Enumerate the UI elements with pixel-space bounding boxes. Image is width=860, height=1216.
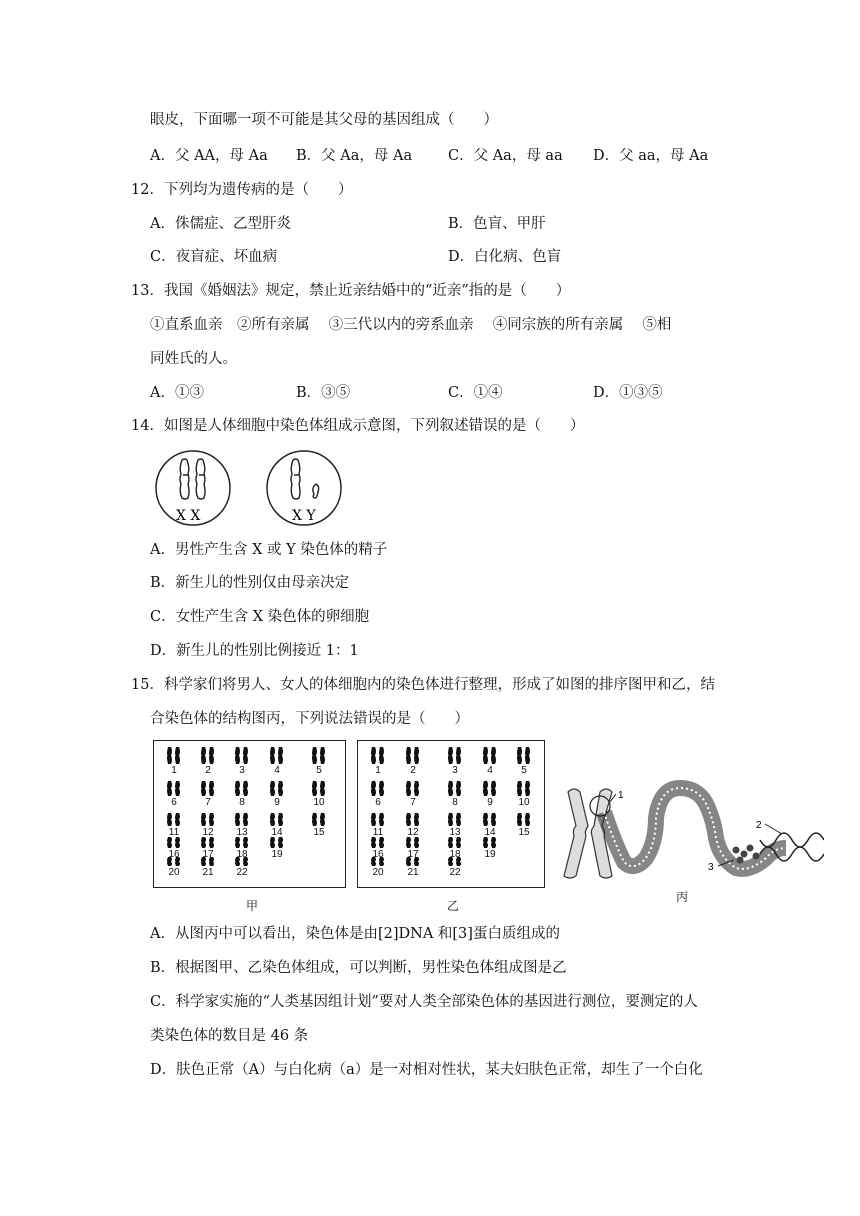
chromosome-number: 11 [372, 827, 384, 838]
chromosome-glyph [406, 837, 411, 848]
chromosome-glyph [175, 747, 180, 764]
chromosome-number: 10 [518, 797, 530, 808]
chromosome-number: 15 [518, 827, 530, 838]
chromosome-glyph [456, 813, 461, 826]
chromosome-glyph [243, 837, 248, 848]
q11-option-a: A．父 AA，母 Aa [150, 148, 268, 164]
karyotype-yi [357, 740, 545, 888]
chromosome-glyph [491, 813, 496, 826]
chromosome-glyph [270, 837, 275, 848]
chromosome-glyph [371, 747, 376, 764]
fig-label-jia: 甲 [246, 899, 259, 913]
chromosome-glyph [517, 781, 522, 796]
q12-option-a: A．侏儒症、乙型肝炎 [150, 216, 291, 232]
chromosome-glyph [379, 813, 384, 826]
chromosome-glyph [483, 781, 488, 796]
chromosome-glyph [448, 813, 453, 826]
chromosome-glyph [270, 781, 275, 796]
q15-option-c-line1: C．科学家实施的“人类基因组计划”要对人类全部染色体的基因进行测位，要测定的人 [150, 994, 698, 1010]
chromosome-structure-figure [560, 762, 824, 892]
chromosome-number: 7 [410, 797, 416, 808]
chromosome-glyph [175, 813, 180, 826]
chromosome-glyph [278, 747, 283, 764]
chromosome-glyph [379, 747, 384, 764]
chromosome-number: 20 [372, 867, 384, 878]
chromosome-glyph [209, 837, 214, 848]
y-chromosome-icon [291, 459, 319, 499]
chromosome-glyph [320, 747, 325, 764]
q14-option-c: C．女性产生含 X 染色体的卵细胞 [150, 609, 370, 625]
q12-stem: 12．下列均为遗传病的是（ ） [131, 182, 353, 198]
chromosome-glyph [167, 837, 172, 848]
chromosome-glyph [243, 813, 248, 826]
q13-option-b: B．③⑤ [296, 385, 351, 401]
q12-option-b: B．色盲、甲肝 [448, 216, 546, 232]
sex-chromosome-figure [152, 448, 348, 528]
q13-option-c: C．①④ [448, 385, 503, 401]
chromosome-number: 4 [487, 765, 493, 776]
chromosome-glyph [379, 781, 384, 796]
chromosome-glyph [448, 781, 453, 796]
chromosome-number: 13 [236, 827, 248, 838]
chromosome-number: 2 [410, 765, 416, 776]
q13-option-a: A．①③ [150, 385, 204, 401]
chromosome-glyph [201, 781, 206, 796]
xx-label: X X [176, 508, 201, 524]
chromosome-number: 18 [236, 849, 248, 860]
chromosome-number: 6 [375, 797, 381, 808]
chromosome-glyph [278, 813, 283, 826]
chromosome-glyph [312, 781, 317, 796]
chromosome-number: 13 [449, 827, 461, 838]
chromosome-number: 3 [239, 765, 245, 776]
q13-items-line2: 同姓氏的人。 [150, 351, 237, 367]
chromosome-number: 5 [521, 765, 527, 776]
karyotype-jia [153, 740, 346, 888]
bing-label-3: 3 [708, 862, 714, 873]
q12-option-c: C．夜盲症、坏血病 [150, 249, 278, 265]
chromosome-glyph [525, 747, 530, 764]
chromosome-number: 19 [484, 849, 496, 860]
chromosome-number: 20 [168, 867, 180, 878]
chromosome-glyph [448, 747, 453, 764]
chromosome-glyph [371, 837, 376, 848]
q14-stem: 14．如图是人体细胞中染色体组成示意图，下列叙述错误的是（ ） [131, 418, 585, 434]
chromosome-glyph [270, 747, 275, 764]
chromosome-number: 12 [407, 827, 419, 838]
chromosome-glyph [235, 813, 240, 826]
q15-option-d: D．肤色正常（A）与白化病（a）是一对相对性状，某夫妇肤色正常，却生了一个白化 [150, 1062, 703, 1078]
fig-label-bing: 丙 [676, 890, 689, 904]
chromosome-glyph [209, 747, 214, 764]
chromosome-glyph [209, 813, 214, 826]
chromosome-number: 22 [236, 867, 248, 878]
q15-option-a: A．从图丙中可以看出，染色体是由[2]DNA 和[3]蛋白质组成的 [150, 926, 560, 942]
chromosome-glyph [414, 837, 419, 848]
chromosome-number: 6 [171, 797, 177, 808]
q15-option-b: B．根据图甲、乙染色体组成，可以判断，男性染色体组成图是乙 [150, 960, 567, 976]
q14-option-d: D．新生儿的性别比例接近 1：1 [150, 643, 359, 659]
chromosome-number: 17 [202, 849, 214, 860]
q15-stem-line2: 合染色体的结构图丙，下列说法错误的是（ ） [150, 711, 469, 727]
q15-stem-line1: 15．科学家们将男人、女人的体细胞内的染色体进行整理，形成了如图的排序图甲和乙，结 [131, 677, 715, 693]
chromosome-number: 12 [202, 827, 214, 838]
q13-stem: 13．我国《婚姻法》规定，禁止近亲结婚中的“近亲”指的是（ ） [131, 283, 571, 299]
q13-items-line1: ①直系血亲 ②所有亲属 ③三代以内的旁系血亲 ④同宗族的所有亲属 ⑤相 [150, 317, 672, 333]
q13-option-d: D．①③⑤ [593, 385, 663, 401]
karyotype-yi-chromosomes [358, 741, 544, 887]
chromosome-glyph [525, 781, 530, 796]
chromosome-glyph [483, 837, 488, 848]
chromosome-number: 11 [168, 827, 180, 838]
q11-option-d: D．父 aa，母 Aa [593, 148, 709, 164]
bing-label-1: 1 [618, 790, 624, 801]
chromosome-glyph [278, 781, 283, 796]
chromosome-glyph [235, 837, 240, 848]
chromosome-glyph [175, 781, 180, 796]
chromosome-glyph [483, 813, 488, 826]
chromosome-glyph [167, 781, 172, 796]
q11-option-c: C．父 Aa，母 aa [448, 148, 563, 164]
q12-option-d: D．白化病、色盲 [448, 249, 562, 265]
chromosome-number: 21 [407, 867, 419, 878]
chromosome-number: 16 [168, 849, 180, 860]
chromosome-glyph [270, 813, 275, 826]
chromosome-glyph [406, 813, 411, 826]
chromosome-glyph [491, 747, 496, 764]
chromosome-glyph [320, 813, 325, 826]
chromosome-glyph [491, 781, 496, 796]
chromosome-glyph [371, 781, 376, 796]
chromosome-number: 10 [313, 797, 325, 808]
chromosome-number: 3 [452, 765, 458, 776]
chromosome-glyph [491, 837, 496, 848]
chromosome-glyph [379, 837, 384, 848]
chromosome-glyph [448, 837, 453, 848]
chromosome-glyph [312, 747, 317, 764]
xy-label: X Y [292, 508, 316, 524]
chromosome-number: 8 [452, 797, 458, 808]
chromosome-number: 9 [274, 797, 280, 808]
q14-option-a: A．男性产生含 X 或 Y 染色体的精子 [150, 542, 388, 558]
chromosome-number: 16 [372, 849, 384, 860]
chromosome-glyph [406, 747, 411, 764]
chromosome-glyph [406, 781, 411, 796]
chromosome-number: 1 [171, 765, 177, 776]
chromosome-glyph [312, 813, 317, 826]
chromosome-glyph [167, 747, 172, 764]
chromosome-glyph [175, 837, 180, 848]
chromosome-glyph [525, 813, 530, 826]
chromosome-glyph [201, 837, 206, 848]
q15-option-c-line2: 类染色体的数目是 46 条 [150, 1028, 309, 1044]
chromosome-arm-left [564, 789, 588, 878]
chromosome-glyph [371, 813, 376, 826]
chromosome-number: 5 [316, 765, 322, 776]
chromosome-glyph [456, 781, 461, 796]
chromosome-glyph [320, 781, 325, 796]
chromosome-glyph [201, 813, 206, 826]
chromosome-glyph [209, 781, 214, 796]
q11-option-b: B．父 Aa，母 Aa [296, 148, 413, 164]
chromosome-number: 15 [313, 827, 325, 838]
chromosome-number: 4 [274, 765, 280, 776]
chromosome-number: 14 [484, 827, 496, 838]
chromosome-glyph [517, 747, 522, 764]
chromosome-number: 9 [487, 797, 493, 808]
chromosome-glyph [167, 813, 172, 826]
chromosome-glyph [243, 747, 248, 764]
q11-stem-continued: 眼皮，下面哪一项不可能是其父母的基因组成（ ） [150, 112, 498, 128]
q14-option-b: B．新生儿的性别仅由母亲决定 [150, 575, 350, 591]
karyotype-jia-chromosomes [154, 741, 345, 887]
chromosome-glyph [414, 747, 419, 764]
chromosome-number: 17 [407, 849, 419, 860]
x-chromosome-icon [180, 459, 205, 499]
chromosome-number: 21 [202, 867, 214, 878]
chromosome-glyph [235, 781, 240, 796]
chromosome-number: 22 [449, 867, 461, 878]
chromosome-glyph [517, 813, 522, 826]
chromosome-glyph [414, 813, 419, 826]
chromosome-glyph [243, 781, 248, 796]
chromosome-glyph [414, 781, 419, 796]
chromosome-number: 8 [239, 797, 245, 808]
fig-label-yi: 乙 [447, 899, 460, 913]
chromosome-number: 1 [375, 765, 381, 776]
chromosome-number: 19 [271, 849, 283, 860]
chromosome-glyph [278, 837, 283, 848]
chromosome-number: 18 [449, 849, 461, 860]
chromosome-glyph [456, 837, 461, 848]
chromosome-glyph [483, 747, 488, 764]
chromosome-number: 7 [205, 797, 211, 808]
bing-label-2: 2 [756, 820, 762, 831]
chromosome-number: 14 [271, 827, 283, 838]
chromosome-number: 2 [205, 765, 211, 776]
chromosome-glyph [456, 747, 461, 764]
chromosome-glyph [235, 747, 240, 764]
chromosome-glyph [201, 747, 206, 764]
